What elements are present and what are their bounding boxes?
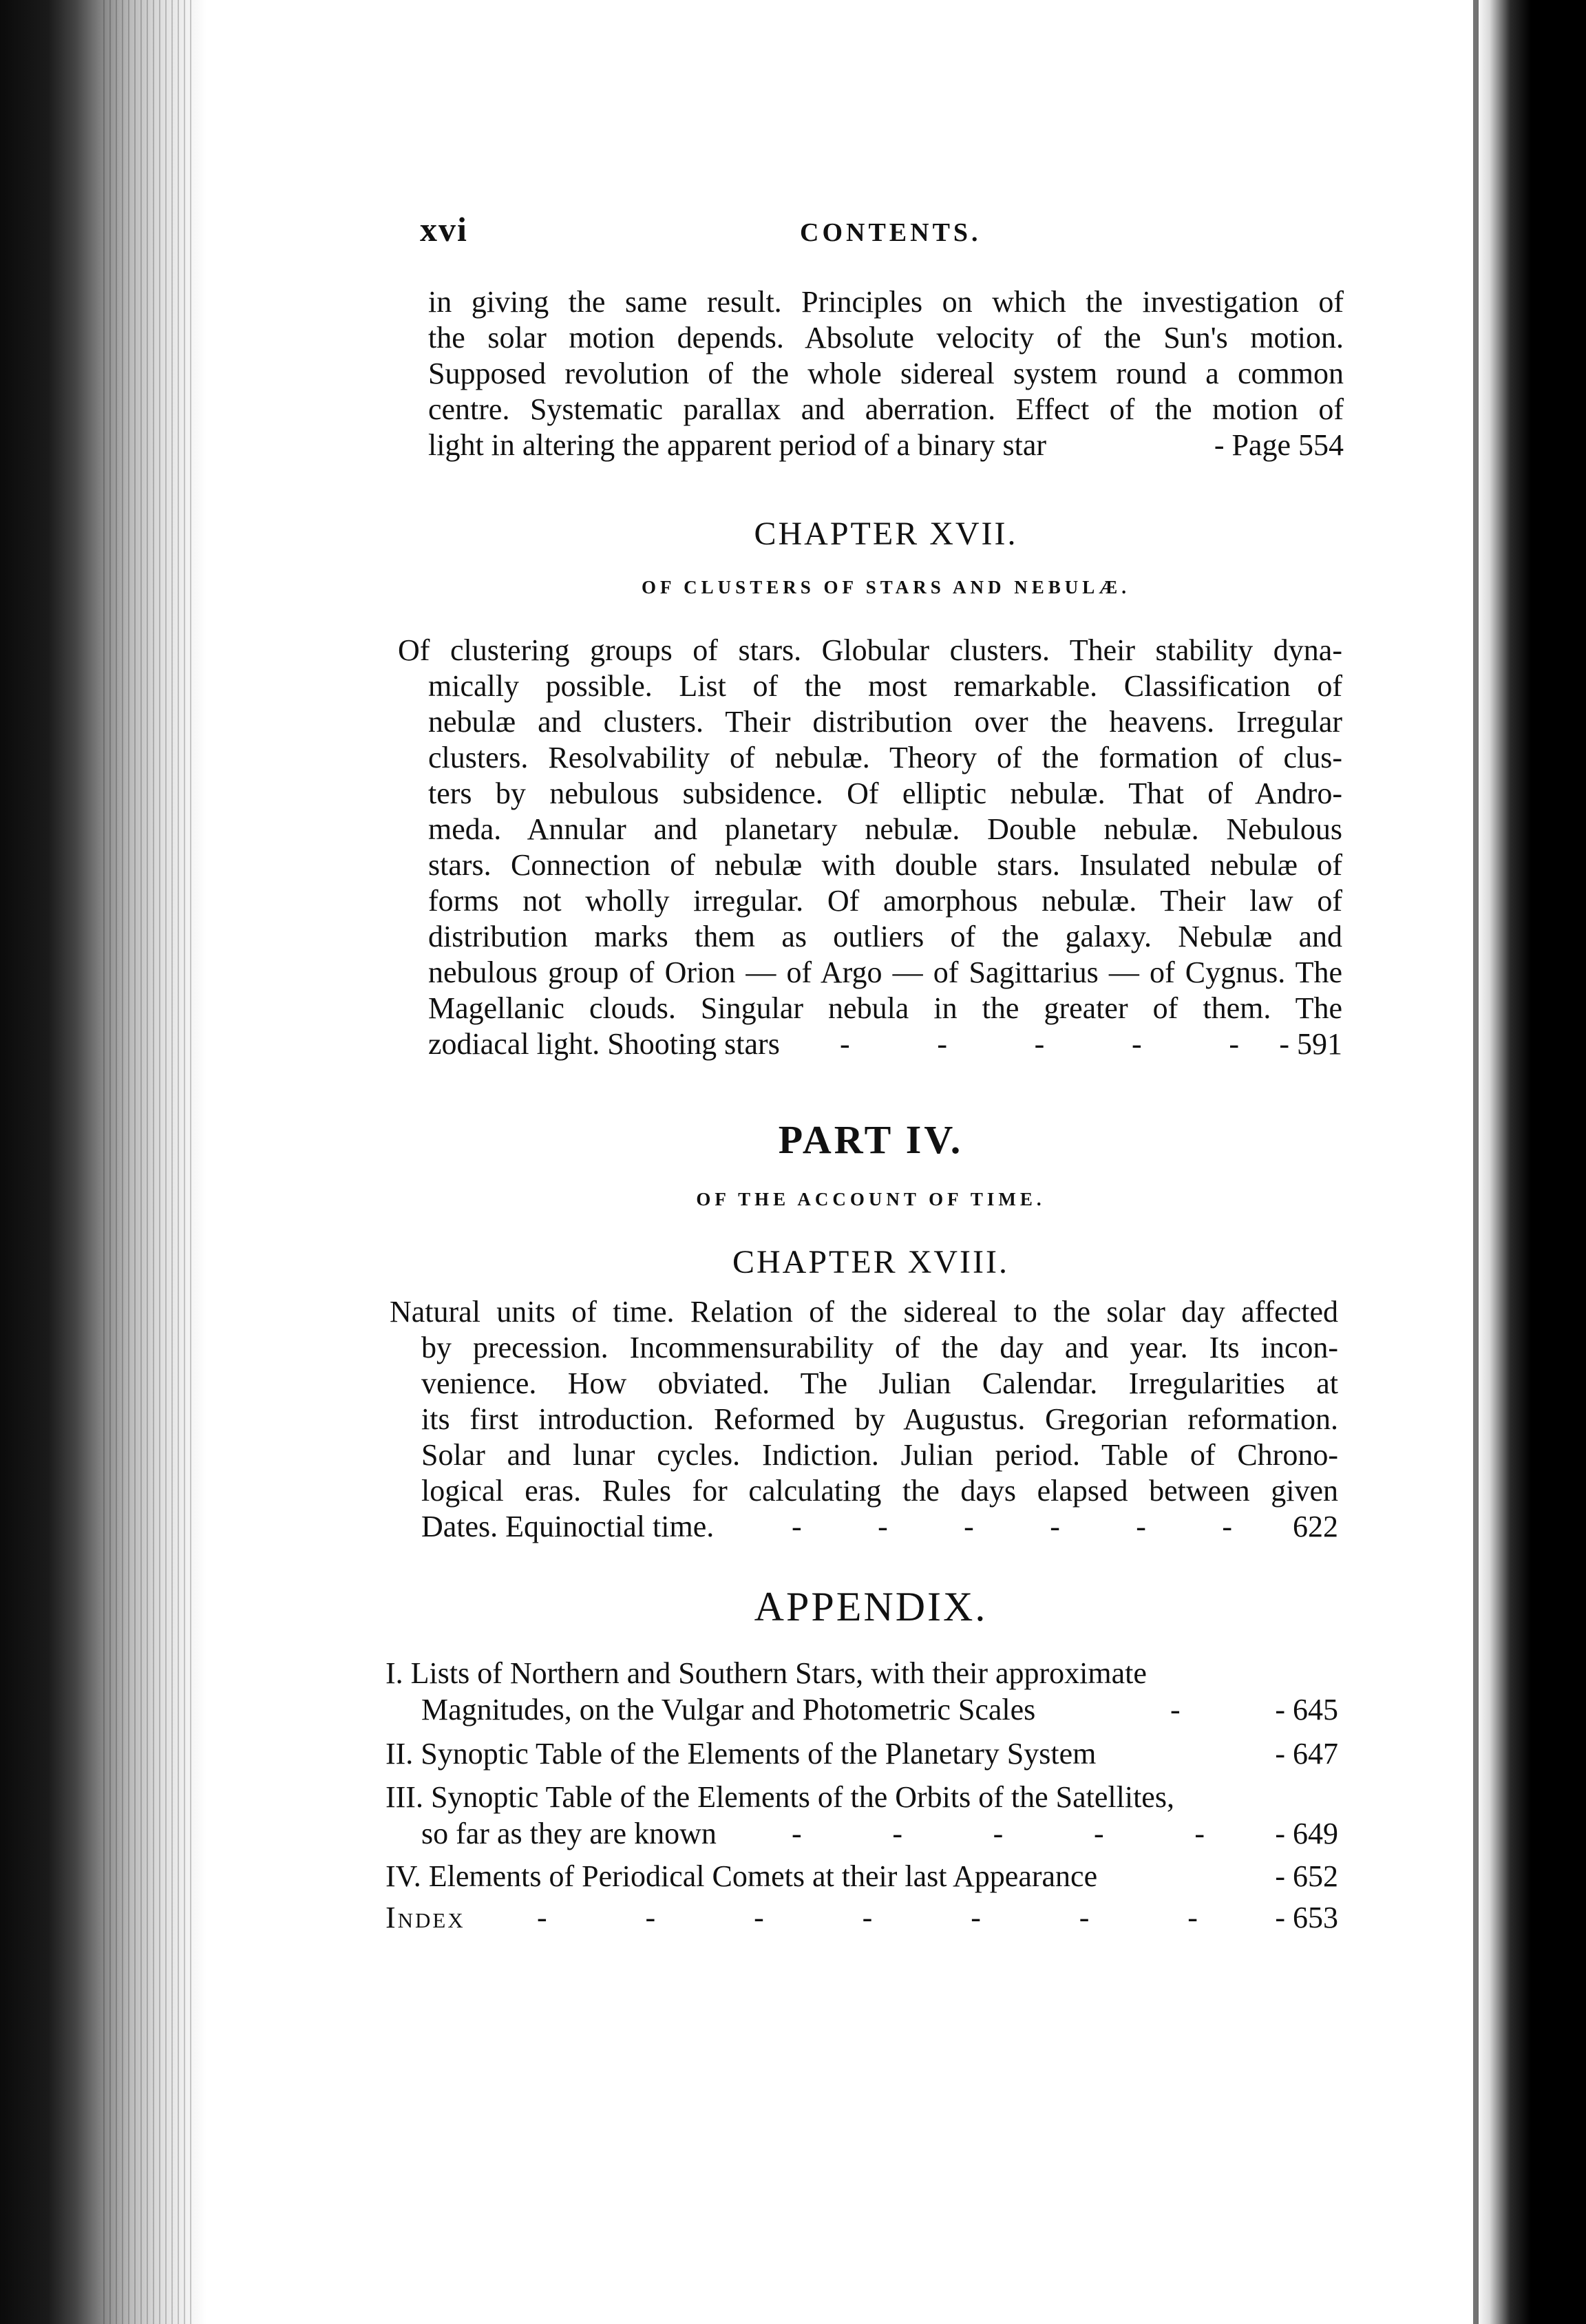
- appendix-item-lead: I. Lists of Northern and Southern Stars, with their approximate: [385, 1656, 1147, 1690]
- text-line: Natural units of time. Relation of the sidereal to the solar day affected: [390, 1295, 1338, 1329]
- text-line: venience. How obviated. The Julian Calendar. Irregularities at: [421, 1366, 1338, 1400]
- dot-leader: - - - - - - -: [537, 1901, 1198, 1934]
- text-line: Of clustering groups of stars. Globular clusters. Their stability dyna-: [398, 633, 1342, 667]
- scan-border-right: [1476, 0, 1586, 2324]
- page-reference: - 645: [1275, 1693, 1338, 1726]
- chapter-heading: CHAPTER XVIII.: [732, 1244, 1009, 1280]
- page-reference: - 652: [1275, 1859, 1338, 1893]
- appendix-heading: APPENDIX.: [754, 1584, 988, 1629]
- text-line: nebulæ and clusters. Their distribution over the heavens. Irregular: [428, 705, 1342, 739]
- page-reference: - 591: [1279, 1027, 1342, 1061]
- text-line: forms not wholly irregular. Of amorphous nebulæ. Their law of: [428, 884, 1342, 918]
- dot-leader: - - - - -: [840, 1027, 1239, 1061]
- page-reference: - Page 554: [1214, 428, 1344, 462]
- text-line: Supposed revolution of the whole sidereal system round a common: [428, 357, 1344, 390]
- text-line: light in altering the apparent period of a binary star: [428, 428, 1047, 462]
- text-line: the solar motion depends. Absolute velocity of the Sun's motion.: [428, 321, 1344, 355]
- part-subheading: OF THE ACCOUNT OF TIME.: [696, 1189, 1046, 1209]
- appendix-item-line: so far as they are known: [421, 1817, 717, 1850]
- text-line: centre. Systematic parallax and aberration. Effect of the motion of: [428, 392, 1344, 426]
- text-line: nebulous group of Orion — of Argo — of Sagittarius — of Cygnus. The: [428, 955, 1342, 989]
- appendix-item-line: IV. Elements of Periodical Comets at their last Appearance: [385, 1859, 1098, 1893]
- text-line: zodiacal light. Shooting stars: [428, 1027, 780, 1061]
- text-line: meda. Annular and planetary nebulæ. Double nebulæ. Nebulous: [428, 812, 1342, 846]
- page-edge-line: [1473, 0, 1479, 2324]
- text-line: logical eras. Rules for calculating the days elapsed between given: [421, 1474, 1338, 1508]
- part-heading: PART IV.: [778, 1117, 964, 1162]
- appendix-item-line: II. Synoptic Table of the Elements of the Planetary System: [385, 1737, 1097, 1771]
- page-reference: 622: [1293, 1510, 1338, 1543]
- appendix-item-line: Magnitudes, on the Vulgar and Photometric Scales: [421, 1693, 1036, 1726]
- text-line: in giving the same result. Principles on which the investigation of: [428, 285, 1344, 319]
- text-line: Dates. Equinoctial time.: [421, 1510, 715, 1543]
- text-line: Magellanic clouds. Singular nebula in the greater of them. The: [428, 991, 1342, 1025]
- text-line: clusters. Resolvability of nebulæ. Theory of the formation of clus-: [428, 741, 1342, 774]
- page-reference: - 647: [1275, 1737, 1338, 1771]
- text-line: by precession. Incommensurability of the day and year. Its incon-: [421, 1331, 1338, 1364]
- dot-leader: -: [1170, 1693, 1181, 1726]
- appendix-item-lead: III. Synoptic Table of the Elements of the Orbits of the Satellites,: [385, 1780, 1174, 1814]
- dot-leader: - - - - -: [792, 1817, 1205, 1850]
- index-label: Index: [385, 1901, 465, 1934]
- running-head-title: CONTENTS.: [800, 218, 982, 247]
- chapter-heading: CHAPTER XVII.: [754, 516, 1018, 552]
- text-line: ters by nebulous subsidence. Of elliptic nebulæ. That of Andro-: [428, 777, 1342, 810]
- dot-leader: - - - - - -: [792, 1510, 1232, 1543]
- text-line: Solar and lunar cycles. Indiction. Julian period. Table of Chrono-: [421, 1438, 1338, 1472]
- text-line: mically possible. List of the most remarkable. Classification of: [428, 669, 1342, 703]
- text-line: distribution marks them as outliers of the galaxy. Nebulæ and: [428, 920, 1342, 953]
- page-edges-texture: [103, 0, 193, 2324]
- page-reference: - 649: [1275, 1817, 1338, 1850]
- page-folio: xvi: [420, 210, 468, 249]
- chapter-subheading: OF CLUSTERS OF STARS AND NEBULÆ.: [641, 577, 1131, 598]
- text-line: stars. Connection of nebulæ with double stars. Insulated nebulæ of: [428, 848, 1342, 882]
- text-line: its first introduction. Reformed by Augustus. Gregorian reformation.: [421, 1402, 1338, 1436]
- page-reference: - 653: [1275, 1901, 1338, 1934]
